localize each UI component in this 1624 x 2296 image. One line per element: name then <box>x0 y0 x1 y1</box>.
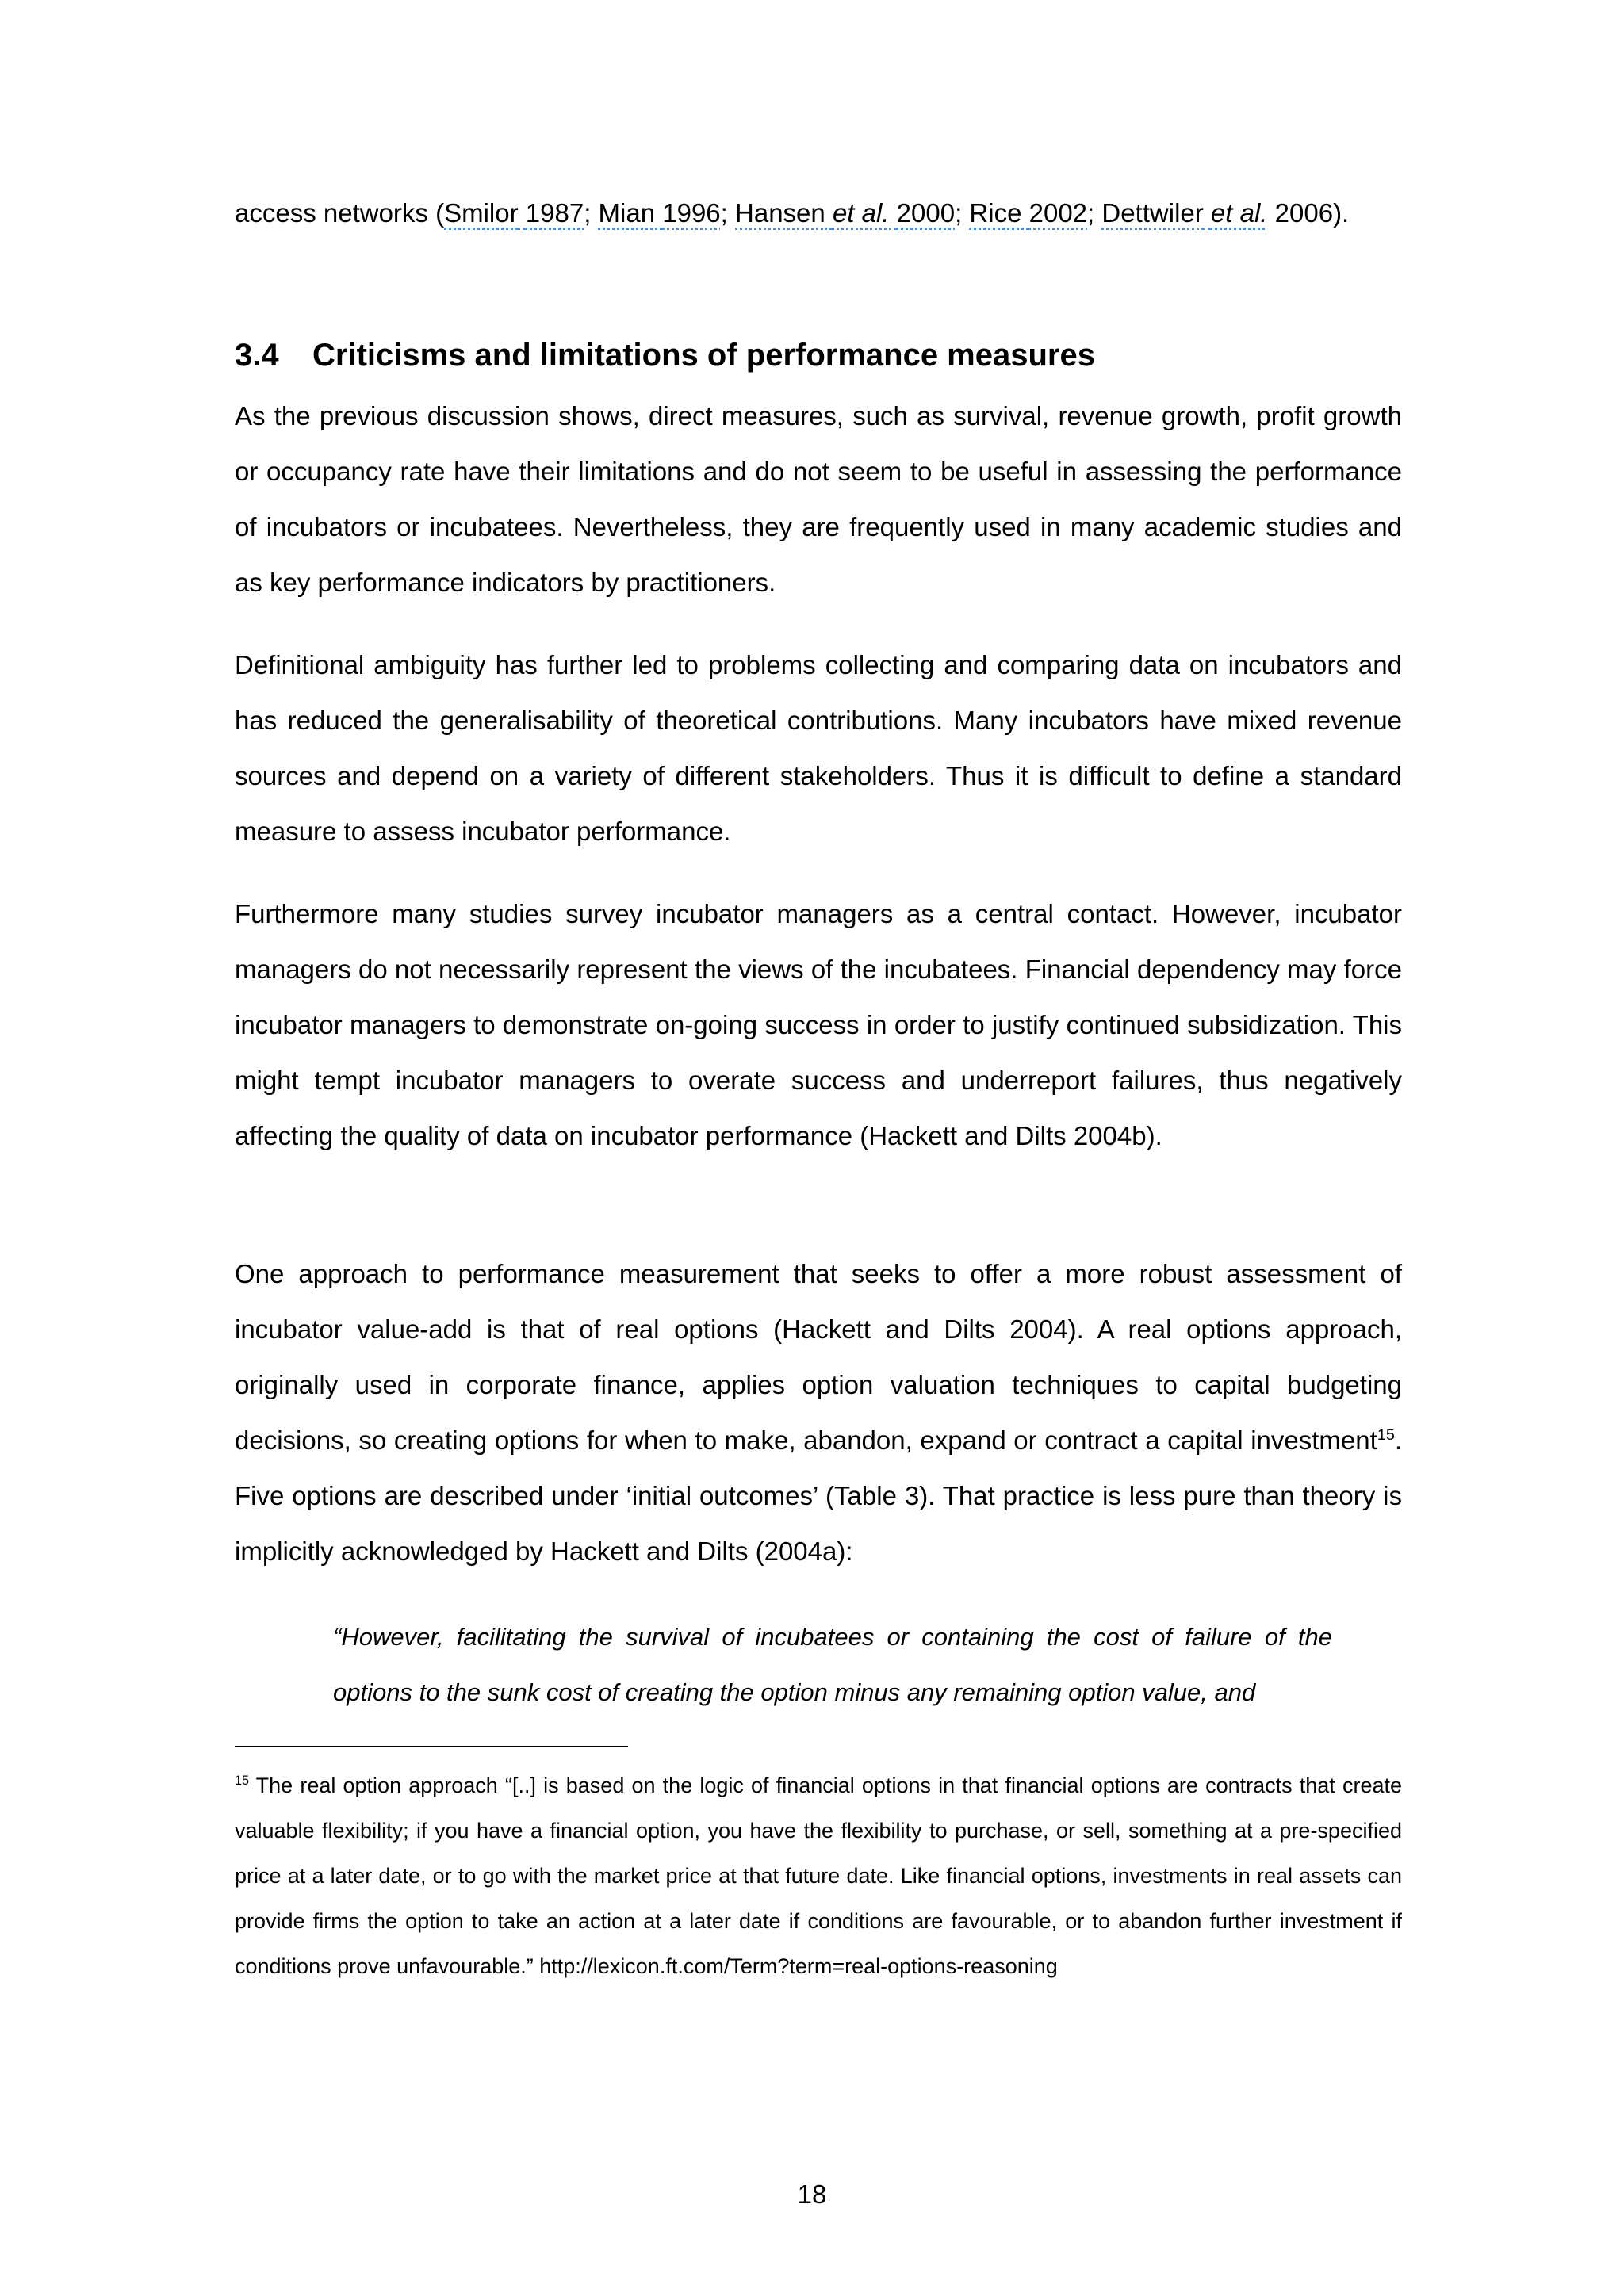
citation-link[interactable]: Dettwiler et al. <box>1101 198 1268 228</box>
paragraph-4-text: One approach to performance measurement that seeks to offer a more robust assessment of incubator value-add is that of real options (Hackett and Dilts 2004). A real options approach, originally used in corporate finance, applies option valuation techniques to capital budgeting decisions, so creating options for when to make, abandon, expand or contract a capital investment <box>235 1259 1402 1455</box>
footnote <box>235 1763 1402 1989</box>
citation-link[interactable]: Hansen et al. 2000 <box>735 198 956 228</box>
paragraph-4-text: . Five options are described under ‘initial outcomes’ ( <box>235 1425 1402 1510</box>
paragraph-1: As the previous discussion shows, direct measures, such as survival, revenue growth, profit growth or occupancy rate have their limitations and do not seem to be useful in assessing the performance of incubators or incubatees. Nevertheless, they are frequently used in many academic studies and as key performance indicators by practitioners. <box>235 401 1402 597</box>
paragraph-3: Furthermore many studies survey incubator managers as a central contact. However, incubator managers do not necessarily represent the views of the incubatees. Financial dependency may force incubator managers to demonstrate on-going success in order to justify continued subsidization. This might tempt incubator managers to overate success and underreport failures, thus negatively affecting the quality of data on incubator performance (Hackett and Dilts 2004b). <box>235 899 1402 1150</box>
citation-link[interactable]: Smilor 1987 <box>444 198 584 228</box>
paragraph-4 <box>235 1246 1402 1579</box>
intro-close-text: ). <box>1333 198 1350 228</box>
footnote-reference[interactable]: 15 <box>1377 1426 1395 1444</box>
section-heading <box>235 331 1402 379</box>
page-number: 18 <box>797 2179 827 2209</box>
citation-year: 2006 <box>1274 198 1334 228</box>
citation-link[interactable]: Mian 1996 <box>598 198 721 228</box>
footnote-divider <box>235 1746 628 1747</box>
footnote-marker: 15 <box>235 1774 250 1788</box>
section-title: Criticisms and limitations of performance measures <box>312 338 1095 373</box>
table-reference[interactable]: Table 3 <box>834 1481 920 1510</box>
intro-lead-text: access networks ( <box>235 198 445 228</box>
paragraph-4-text: ). That practice is less pure than theory is implicitly acknowledged by Hackett and Dilts (2004a): <box>235 1481 1402 1566</box>
block-quote: “However, facilitating the survival of incubatees or containing the cost of failure of the options to the sunk cost of creating the option minus any remaining option value, and <box>333 1623 1332 1706</box>
intro-paragraph: access networks (Smilor 1987; Mian 1996; Hansen et al. 2000; Rice 2002; Dettwiler et al. 2006). <box>235 198 1350 228</box>
citation-link[interactable]: Rice 2002 <box>969 198 1088 228</box>
section-number: 3.4 <box>235 338 279 373</box>
footnote-text: The real option approach “[..] is based on the logic of financial options in that financial options are contracts that create valuable flexibility; if you have a financial option, you have the flexibility to purchase, or sell, something at a pre-specified price at a later date, or to go with the market price at that future date. Like financial options, investments in real assets can provide firms the option to take an action at a later date if conditions are favourable, or to abandon further investment if conditions prove unfavourable.” http://lexicon.ft.com/Term?term=real-options-reasoning <box>235 1774 1402 1978</box>
paragraph-2: Definitional ambiguity has further led to problems collecting and comparing data on incubators and has reduced the generalisability of theoretical contributions. Many incubators have mixed revenue sources and depend on a variety of different stakeholders. Thus it is difficult to define a standard measure to assess incubator performance. <box>235 650 1402 846</box>
